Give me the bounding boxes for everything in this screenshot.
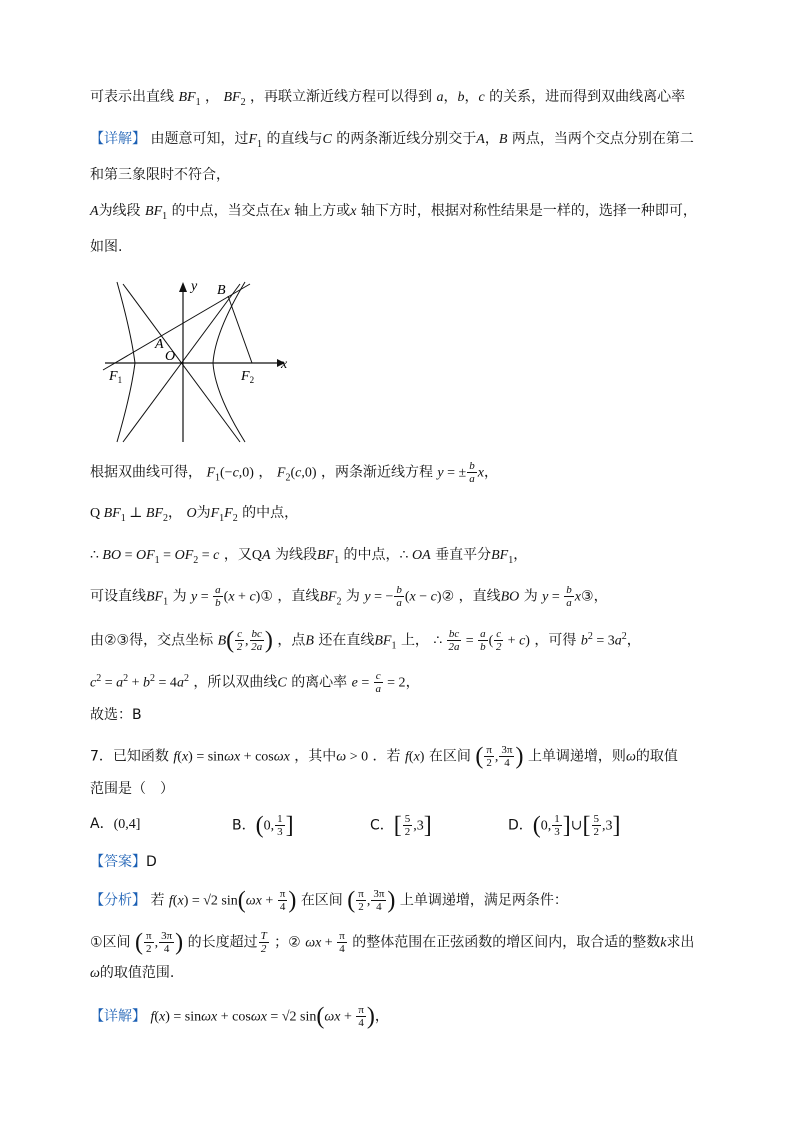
option-c: C．[ $\frac{5}{2}$ ,3] bbox=[370, 812, 432, 839]
text-line-9: 可设直线$BF_1$ 为 y = $\frac{a}{b}$ (x + c)① ，直线$BF_2$ 为 y = − $\frac{b}{a}$ (x − c)② ，直线BO 为 y = $\frac{b}{a}$ x③， bbox=[90, 584, 608, 609]
label-x: x bbox=[281, 357, 288, 372]
label-F2: $F_2$ bbox=[241, 369, 255, 385]
text-line-4: A为线段 $BF_1$ 的中点，当交点在x 轴上方或x 轴下方时，根据对称性结果是一样的，选择一种即可， bbox=[90, 203, 697, 222]
answer-tag: 【答案】 bbox=[90, 854, 146, 870]
label-O: O bbox=[165, 349, 176, 364]
text-line-2: 【详解】 由题意可知，过$F_1$ 的直线与C 的两条渐近线分别交于A，B 两点，当两个交点分别在第二 bbox=[90, 131, 694, 150]
option-a: A．(0,4] bbox=[90, 816, 141, 832]
analysis-line-2: ①区间 ( $\frac{\pi}{2}$ , $\frac{3\pi}{4}$ ) 的长度超过 $\frac{T}{2}$ ；② ωx + $\frac{\pi}{4}$ 的整体范围在正弦函数的增区间内，取合适的整数k求出 bbox=[90, 929, 695, 956]
answer-row: 【答案】D bbox=[90, 854, 157, 870]
question-7: 7．已知函数 f(x) = sinωx + cosωx ，其中ω > 0 ．若 f(x) 在区间 ( $\frac{\pi}{2}$ , $\frac{3\pi}{4}$ ) 上单调递增，则ω的取值 bbox=[90, 743, 678, 770]
text-line-7: Q $BF_1$ ⊥ $BF_2$， O为$F_1F_2$ 的中点， bbox=[90, 505, 299, 524]
analysis-tag: 【分析】 bbox=[90, 892, 146, 909]
text-line-3: 和第三象限时不符合， bbox=[90, 167, 230, 183]
detail-tag: 【详解】 bbox=[90, 131, 146, 147]
text-line-5: 如图. bbox=[90, 239, 123, 255]
text-line-1: 可表示出直线 $BF_1$ ， $BF_2$ ，再联立渐近线方程可以得到 a，b，c 的关系，进而得到双曲线离心率 bbox=[90, 89, 686, 108]
label-A: A bbox=[155, 337, 164, 352]
question-7-line2: 范围是（ ） bbox=[90, 781, 174, 797]
text-line-8: ∴ BO = $OF_1 = OF_2 = c$ ，又QA 为线段$BF_1$ 的中点，∴ OA 垂直平分$BF_1$， bbox=[90, 547, 528, 566]
text-line-11: $c^2 = a^2 + b^2 = 4a^2$ ，所以双曲线C 的离心率 e = $\frac{c}{a}$ = 2， bbox=[90, 670, 420, 696]
detail-line-final: 【详解】 f(x) = sinωx + cosωx = √2 sin(ωx + $\frac{\pi}{4}$ )， bbox=[90, 1003, 389, 1030]
label-F1: $F_1$ bbox=[109, 369, 123, 385]
label-y: y bbox=[191, 279, 198, 294]
detail-tag-2: 【详解】 bbox=[90, 1008, 146, 1025]
option-b: B．(0, $\frac{1}{3}$ ] bbox=[232, 812, 294, 839]
text-line-6: 根据双曲线可得， $F_1(-c,0)$ ， $F_2(c,0)$ ，两条渐近线方程 y = ± $\frac{b}{a}$ x， bbox=[90, 460, 498, 485]
option-d: D．(0, $\frac{1}{3}$ ]∪[ $\frac{5}{2}$ ,3] bbox=[508, 812, 621, 839]
analysis-line-3: ω的取值范围. bbox=[90, 965, 175, 981]
analysis-line-1: 【分析】 若 f(x) = √2 sin(ωx + $\frac{\pi}{4}$ ) 在区间 ( $\frac{\pi}{2}$ , $\frac{3\pi}{4}$ ) 上单调递增，满足两条件： bbox=[90, 887, 568, 914]
hyperbola-figure bbox=[95, 272, 300, 447]
answer-line: 故选：B bbox=[90, 707, 142, 723]
text-line-10: 由②③得，交点坐标 B( $\frac{c}{2}$ , $\frac{bc}{2a}$ ) ，点B 还在直线$BF_1$ 上， ∴ $\frac{bc}{2a}$ = $\frac{a}{b}$ ( $\frac{c}{2}$ + c) ，可得 $b^2 = 3a^2$， bbox=[90, 627, 641, 654]
label-B: B bbox=[217, 283, 226, 298]
